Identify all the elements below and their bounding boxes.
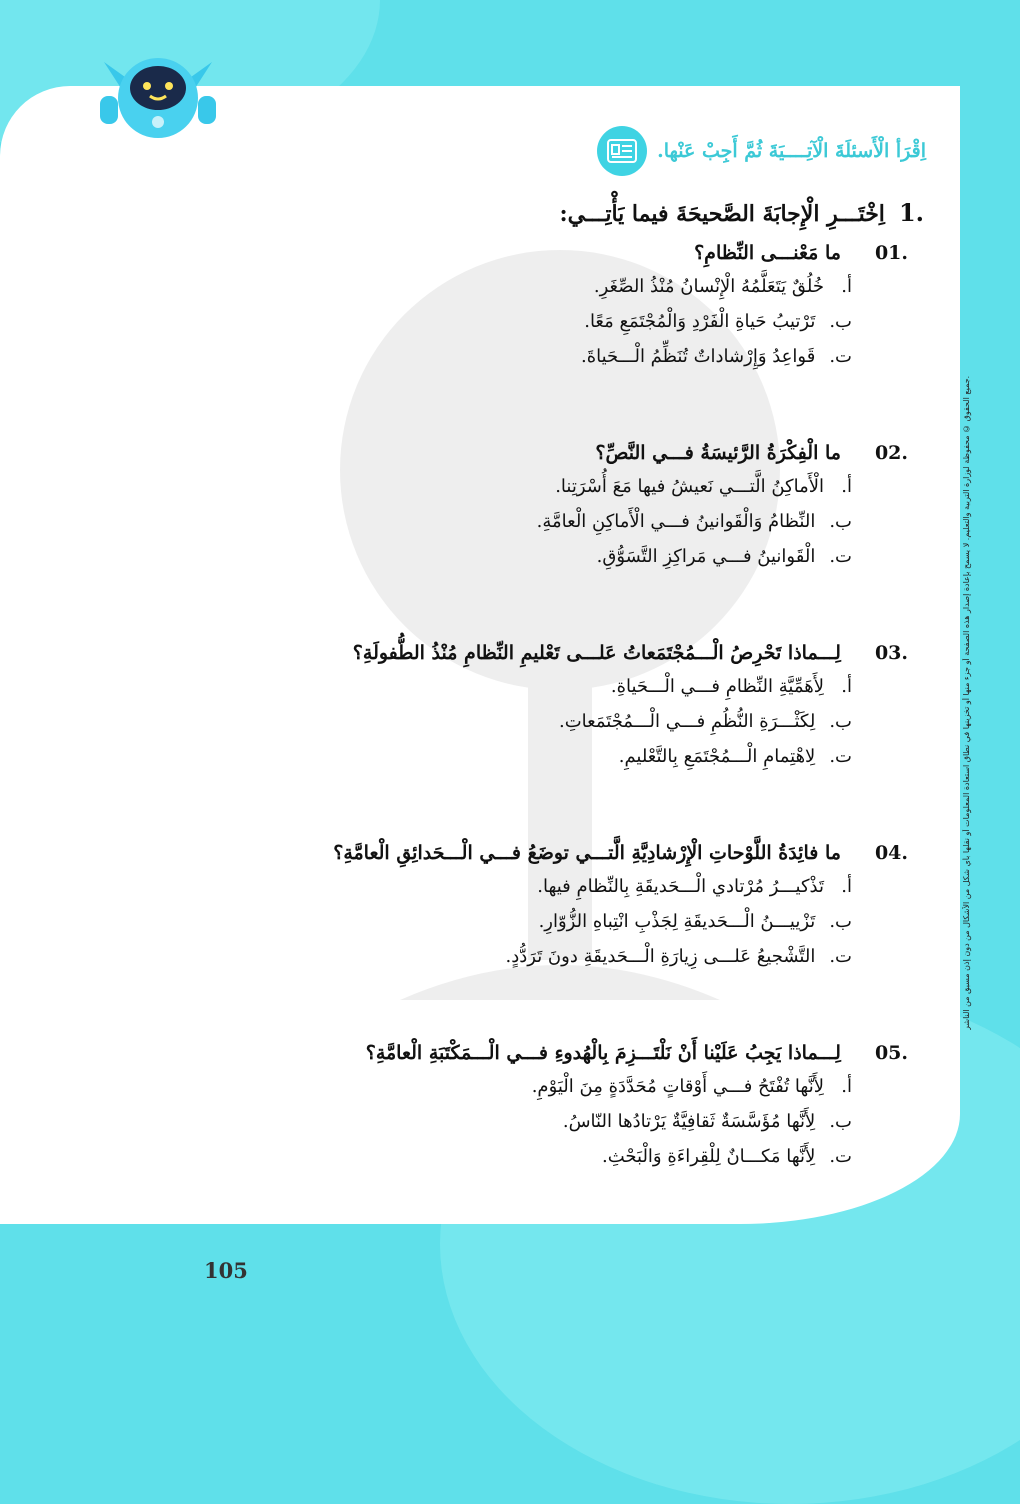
option-label: ب. [829,1111,852,1132]
option-text: خُلُقٌ يَتَعَلَّمُهُ الْإِنْسانُ مُنْذُ الصِّغَرِ. [593,276,824,297]
answer-option [268,1076,852,1097]
option-text: لِأَنَّها مُؤَسَّسَةٌ ثَقافِيَّةٌ يَرْتادُها النّاسُ. [562,1111,816,1132]
section-number: 1. [898,198,924,227]
option-label: ت. [829,546,852,567]
question-text: ما فائِدَةُ اللَّوْحاتِ الْإِرْشادِيَّةِ الَّتـــي توضَعُ فـــي الْـــحَدائِقِ الْعامَّةِ؟ [333,842,841,864]
option-label: ت. [829,946,852,967]
option-text: لِأَنَّها تُفْتَحُ فـــي أَوْقاتٍ مُحَدَّدَةٍ مِنَ الْيَوْمِ. [531,1076,824,1097]
question-block [268,242,908,381]
question-block [268,1042,908,1181]
question-number: 03. [874,642,908,664]
question-line [268,442,908,464]
option-text: تَرْتيبُ حَياةِ الْفَرْدِ وَالْمُجْتَمَعِ مَعًا. [584,311,816,332]
page-number: 105 [204,1258,248,1283]
answer-option [268,911,852,932]
answer-option [268,746,852,767]
answer-option [268,676,852,697]
answer-option [268,1111,852,1132]
option-label: أ. [841,676,852,697]
answer-option [268,511,852,532]
option-text: تَزْييـــنُ الْـــحَديقَةِ لِجَذْبِ انْتِباهِ الزُّوّارِ. [538,911,816,932]
option-label: ب. [829,511,852,532]
question-text: لِـــماذا يَجِبُ عَلَيْنا أَنْ نَلْتَـــزِمَ بِالْهُدوءِ فـــي الْـــمَكْتَبَةِ الْعامَّةِ؟ [365,1042,841,1064]
question-line [268,242,908,264]
answer-option [268,711,852,732]
option-text: النِّظامُ وَالْقَوانينُ فـــي الْأَماكِنِ الْعامَّةِ. [536,511,816,532]
question-text: ما الْفِكْرَةُ الرَّئيسَةُ فـــي النَّصِّ؟ [595,442,841,464]
option-text: تَذْكيـــرُ مُرْتادي الْـــحَديقَةِ بِالنِّظامِ فيها. [537,876,824,897]
option-label: ت. [829,346,852,367]
option-label: ب. [829,311,852,332]
instruction-banner [597,126,926,176]
question-text: ما مَعْنـــى النِّظامِ؟ [694,242,841,264]
question-number: 02. [874,442,908,464]
answer-option [268,276,852,297]
answer-option [268,311,852,332]
reading-card-icon [597,126,647,176]
question-block [268,642,908,781]
option-label: أ. [841,1076,852,1097]
option-label: ت. [829,1146,852,1167]
option-label: أ. [841,476,852,497]
option-label: ب. [829,911,852,932]
option-text: التَّشْجيعُ عَلـــى زِيارَةِ الْـــحَديقَةِ دونَ تَرَدُّدٍ. [505,946,816,967]
instruction-text: اِقْرَأ الْأَسئلَةَ الْآتِــــيَةَ ثُمَّ أَجِبْ عَنْها. [657,140,926,162]
answer-option [268,946,852,967]
option-text: لِكَثْـــرَةِ النُّظُمِ فـــي الْـــمُجْتَمَعاتِ. [559,711,816,732]
answer-option [268,876,852,897]
option-label: ب. [829,711,852,732]
question-block [268,442,908,581]
option-text: قَواعِدُ وَإِرْشاداتٌ تُنَظِّمُ الْـــحَياةَ. [580,346,816,367]
question-line [268,1042,908,1064]
robot-mascot-icon [92,52,224,138]
question-block [268,842,908,981]
question-line [268,642,908,664]
option-label: أ. [841,876,852,897]
question-number: 01. [874,242,908,264]
option-text: لِأَنَّها مَكـــانٌ لِلْقِراءَةِ وَالْبَحْثِ. [602,1146,816,1167]
copyright-side-note: جميع الحقوق © محفوظة لوزارة التربية والتعليم. لا يسمح بإعادة إصدار هذه الصفحة أو جزء منها أو تخزينها في نطاق استعادة المعلومات أو نقلها بأي شكل من الأشكال من دون إذن مسبق من الناشر. [962,375,971,1030]
question-line [268,842,908,864]
option-text: لِاهْتِمامِ الْـــمُجْتَمَعِ بِالتَّعْليمِ. [618,746,816,767]
option-label: أ. [841,276,852,297]
answer-option [268,346,852,367]
option-text: الْأَماكِنُ الَّتـــي نَعيشُ فيها مَعَ أُسْرَتِنا. [555,476,824,497]
option-label: ت. [829,746,852,767]
question-number: 05. [874,1042,908,1064]
answer-option [268,546,852,567]
section-title: اِخْتَـــرِ الْإِجابَةَ الصَّحيحَةَ فيما يَأْتِـــي: [559,201,885,227]
answer-option [268,1146,852,1167]
question-number: 04. [874,842,908,864]
question-text: لِـــماذا تَحْرِصُ الْـــمُجْتَمَعاتُ عَلـــى تَعْليمِ النِّظامِ مُنْذُ الطُّفولَةِ؟ [352,642,841,664]
section-heading [560,198,924,227]
answer-option [268,476,852,497]
option-text: لِأَهَمِّيَّةِ النِّظامِ فـــي الْـــحَياةِ. [610,676,824,697]
option-text: الْقَوانينُ فـــي مَراكِزِ التَّسَوُّقِ. [596,546,816,567]
